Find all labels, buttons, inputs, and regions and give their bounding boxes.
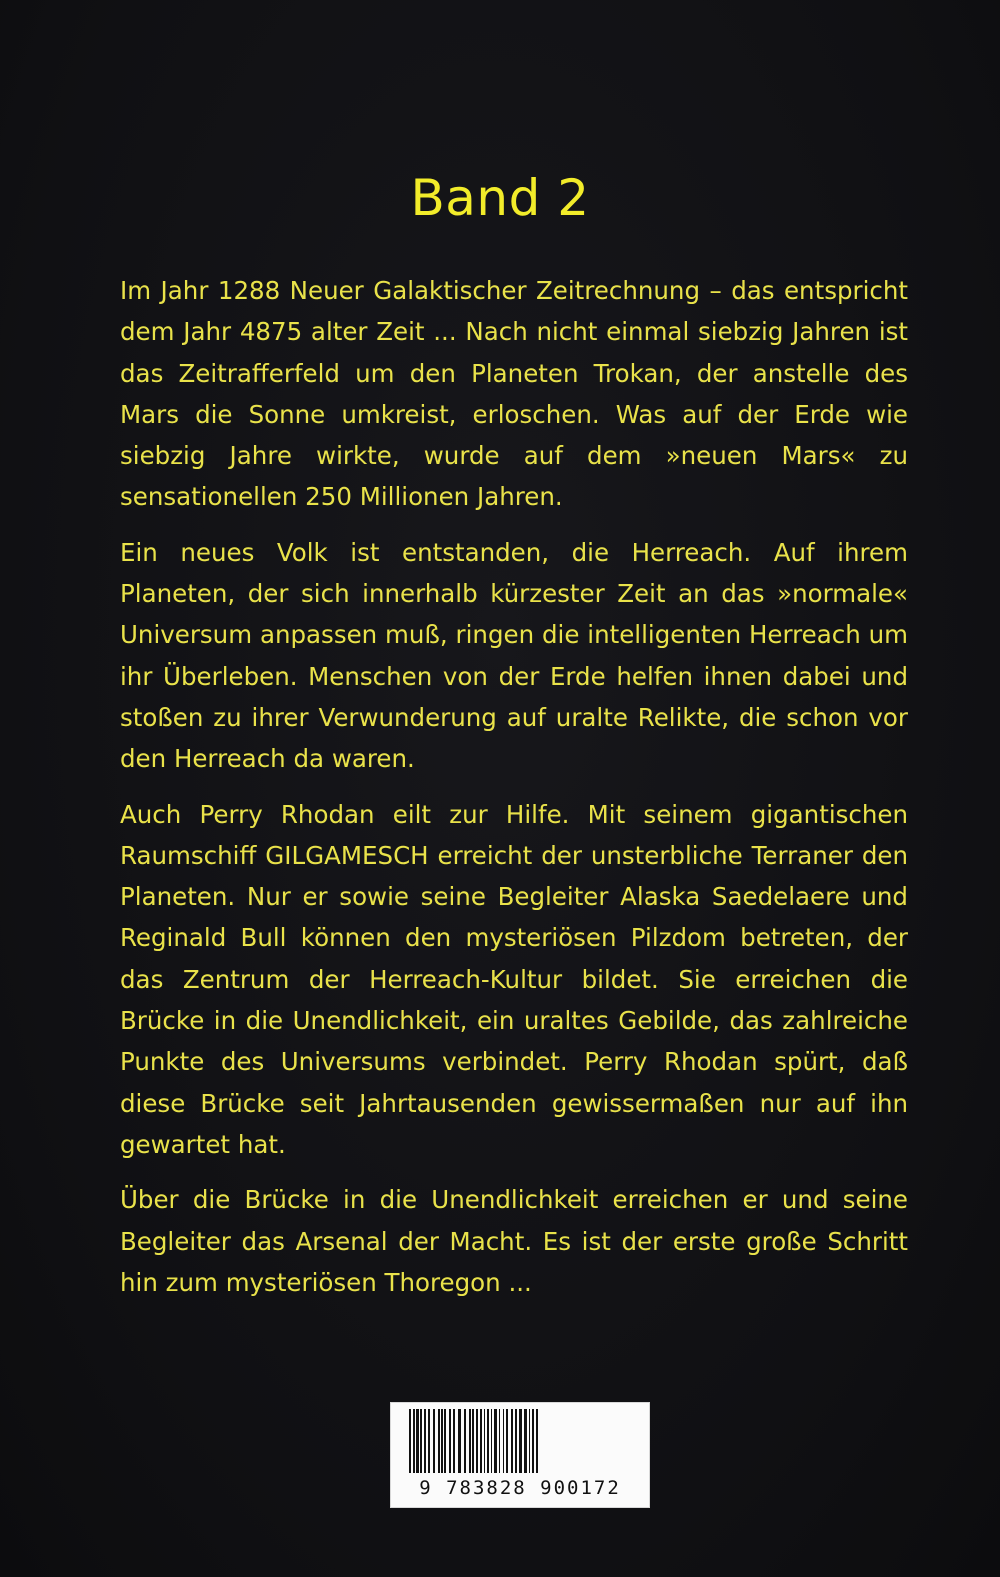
volume-title: Band 2 [410,169,590,227]
barcode-icon [395,1409,645,1475]
blurb-paragraph-1: Im Jahr 1288 Neuer Galaktischer Zeitrechnung – das entspricht dem Jahr 4875 alter Zeit ... Nach nicht einmal siebzig Jahren ist das Zeitrafferfeld um den Planeten Trokan, der anstelle des Mars die Sonne umkreist, erloschen. Was auf der Erde wie siebzig Jahre wirkte, wurde auf dem »neuen Mars« zu sensationellen 250 Millionen Jahren. [120,276,908,512]
blurb-paragraph-2: Ein neues Volk ist entstanden, die Herreach. Auf ihrem Planeten, der sich innerhalb kürzester Zeit an das »normale« Universum anpassen muß, ringen die intelligenten Herreach um ihr Überleben. Menschen von der Erde helfen ihnen dabei und stoßen zu ihrer Verwunderung auf uralte Relikte, die schon vor den Herreach da waren. [120,537,908,774]
blurb-paragraph-4: Über die Brücke in die Unendlichkeit erreichen er und seine Begleiter das Arsenal der Macht. Es ist der erste große Schritt hin zum mysteriösen Thoregon ... [120,1185,908,1297]
barcode-label [390,1402,650,1508]
blurb-text [120,270,908,1317]
isbn-number: 9 783828 900172 [419,1477,621,1499]
blurb-paragraph-3: Auch Perry Rhodan eilt zur Hilfe. Mit seinem gigantischen Raumschiff GILGAMESCH erreicht der unsterbliche Terraner den Planeten. Nur er sowie seine Begleiter Alaska Saedelaere und Reginald Bull können den mysteriösen Pilzdom betreten, der das Zentrum der Herreach-Kultur bildet. Sie erreichen die Brücke in die Unendlichkeit, ein uraltes Gebilde, das zahlreiche Punkte des Universums verbindet. Perry Rhodan spürt, daß diese Brücke seit Jahrtausenden gewissermaßen nur auf ihn gewartet hat. [120,799,908,1159]
